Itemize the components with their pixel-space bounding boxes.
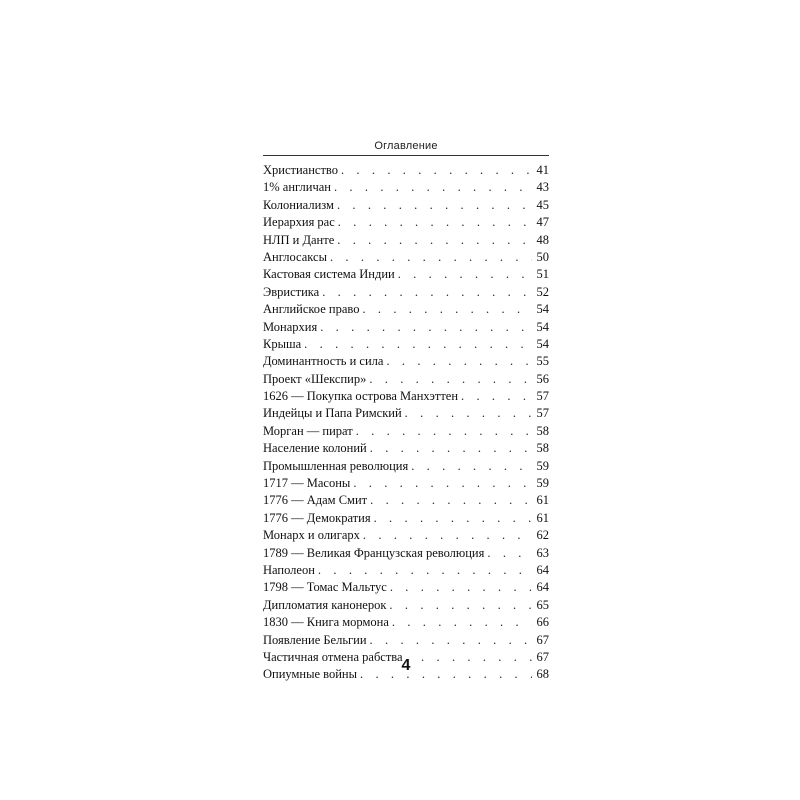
dot-leader: [374, 510, 532, 527]
toc-entry: [263, 545, 549, 562]
dot-leader: [487, 545, 532, 562]
toc-entry-title: Крыша: [263, 336, 302, 351]
dot-leader: [370, 632, 532, 649]
toc-entry-title: Морган — пират: [263, 423, 353, 438]
toc-entry: [263, 632, 549, 649]
toc-entry: [263, 214, 549, 231]
dot-leader: [405, 405, 532, 422]
toc-entry: [263, 458, 549, 475]
toc-entry-title: 1% англичан: [263, 180, 331, 195]
toc-entry-page-number: 54: [536, 302, 549, 317]
dot-leader: [389, 597, 532, 614]
dot-leader: [370, 492, 532, 509]
toc-entry-page-number: 48: [536, 232, 549, 247]
dot-leader: [318, 562, 532, 579]
dot-leader: [363, 527, 532, 544]
toc-entry: [263, 388, 549, 405]
dot-leader: [356, 423, 532, 440]
toc-entry: [263, 423, 549, 440]
toc-entry: [263, 562, 549, 579]
table-of-contents: [263, 162, 549, 684]
toc-entry-title: Монарх и олигарх: [263, 528, 360, 543]
toc-entry: [263, 284, 549, 301]
toc-entry-page-number: 45: [536, 197, 549, 212]
toc-entry-page-number: 62: [536, 528, 549, 543]
toc-entry: [263, 527, 549, 544]
toc-entry-title: Проект «Шекспир»: [263, 371, 367, 386]
toc-entry-page-number: 65: [536, 597, 549, 612]
toc-entry-page-number: 68: [536, 667, 549, 682]
toc-entry-page-number: 59: [536, 476, 549, 491]
dot-leader: [353, 475, 532, 492]
toc-entry: [263, 162, 549, 179]
toc-entry-title: Промышленная революция: [263, 458, 409, 473]
dot-leader: [362, 301, 532, 318]
toc-entry: [263, 179, 549, 196]
toc-entry-title: Англосаксы: [263, 249, 327, 264]
toc-entry: [263, 232, 549, 249]
toc-entry-page-number: 67: [536, 649, 549, 664]
toc-entry-title: Иерархия рас: [263, 215, 335, 230]
dot-leader: [304, 336, 532, 353]
dot-leader: [398, 266, 532, 283]
toc-entry-page-number: 67: [536, 632, 549, 647]
toc-entry-title: Дипломатия канонерок: [263, 597, 387, 612]
dot-leader: [337, 232, 532, 249]
toc-entry-title: Доминантность и сила: [263, 354, 384, 369]
toc-entry-page-number: 64: [536, 580, 549, 595]
dot-leader: [386, 353, 532, 370]
toc-entry: [263, 440, 549, 457]
toc-entry-title: Монархия: [263, 319, 318, 334]
toc-entry-page-number: 61: [536, 510, 549, 525]
toc-entry-page-number: 64: [536, 562, 549, 577]
dot-leader: [338, 214, 532, 231]
toc-entry: [263, 319, 549, 336]
toc-entry-page-number: 66: [536, 615, 549, 630]
dot-leader: [390, 579, 532, 596]
toc-entry-page-number: 54: [536, 336, 549, 351]
toc-entry: [263, 614, 549, 631]
dot-leader: [392, 614, 532, 631]
toc-entry: [263, 492, 549, 509]
toc-entry-page-number: 56: [536, 371, 549, 386]
toc-entry: [263, 405, 549, 422]
dot-leader: [320, 319, 532, 336]
toc-entry-title: Эвристика: [263, 284, 320, 299]
toc-entry-page-number: 54: [536, 319, 549, 334]
toc-entry: [263, 266, 549, 283]
dot-leader: [369, 371, 532, 388]
toc-entry-title: 1717 — Масоны: [263, 476, 351, 491]
toc-entry-title: Индейцы и Папа Римский: [263, 406, 402, 421]
toc-entry-title: НЛП и Данте: [263, 232, 335, 247]
toc-entry-title: Кастовая система Индии: [263, 267, 395, 282]
toc-entry-title: 1626 — Покупка острова Манхэттен: [263, 389, 459, 404]
dot-leader: [334, 179, 532, 196]
toc-entry-page-number: 63: [536, 545, 549, 560]
dot-leader: [461, 388, 532, 405]
toc-entry-title: 1789 — Великая Французская революция: [263, 545, 485, 560]
dot-leader: [337, 197, 532, 214]
toc-entry-page-number: 57: [536, 406, 549, 421]
page-number: 4: [401, 657, 411, 674]
toc-entry-title: Колониализм: [263, 197, 334, 212]
toc-entry-title: Появление Бельгии: [263, 632, 367, 647]
toc-entry: [263, 249, 549, 266]
toc-entry-page-number: 58: [536, 441, 549, 456]
toc-entry-title: Английское право: [263, 302, 360, 317]
dot-leader: [330, 249, 532, 266]
toc-entry: [263, 371, 549, 388]
toc-entry-page-number: 52: [536, 284, 549, 299]
running-head: Оглавление: [374, 140, 438, 152]
toc-entry-page-number: 61: [536, 493, 549, 508]
toc-entry-page-number: 57: [536, 389, 549, 404]
toc-entry-page-number: 59: [536, 458, 549, 473]
toc-entry-title: 1798 — Томас Мальтус: [263, 580, 387, 595]
toc-entry-title: Частичная отмена рабства: [263, 649, 403, 664]
toc-entry: [263, 579, 549, 596]
toc-entry-page-number: 51: [536, 267, 549, 282]
dot-leader: [370, 440, 532, 457]
toc-entry-page-number: 50: [536, 249, 549, 264]
toc-entry-page-number: 43: [536, 180, 549, 195]
toc-entry-title: 1776 — Демократия: [263, 510, 371, 525]
toc-entry-page-number: 47: [536, 215, 549, 230]
header-rule: [263, 155, 549, 156]
toc-entry: [263, 353, 549, 370]
dot-leader: [411, 458, 532, 475]
toc-entry: [263, 597, 549, 614]
toc-entry-title: 1776 — Адам Смит: [263, 493, 368, 508]
toc-entry: [263, 301, 549, 318]
toc-entry-title: Наполеон: [263, 562, 315, 577]
toc-entry-page-number: 55: [536, 354, 549, 369]
toc-entry: [263, 475, 549, 492]
toc-entry-title: Население колоний: [263, 441, 367, 456]
dot-leader: [341, 162, 532, 179]
toc-entry-page-number: 41: [536, 163, 549, 177]
toc-entry: [263, 336, 549, 353]
toc-entry-title: Опиумные войны: [263, 667, 358, 682]
toc-entry-title: Христианство: [263, 163, 338, 177]
dot-leader: [322, 284, 532, 301]
toc-entry-page-number: 58: [536, 423, 549, 438]
toc-entry: [263, 197, 549, 214]
toc-entry-title: 1830 — Книга мормона: [263, 615, 389, 630]
toc-entry: [263, 510, 549, 527]
